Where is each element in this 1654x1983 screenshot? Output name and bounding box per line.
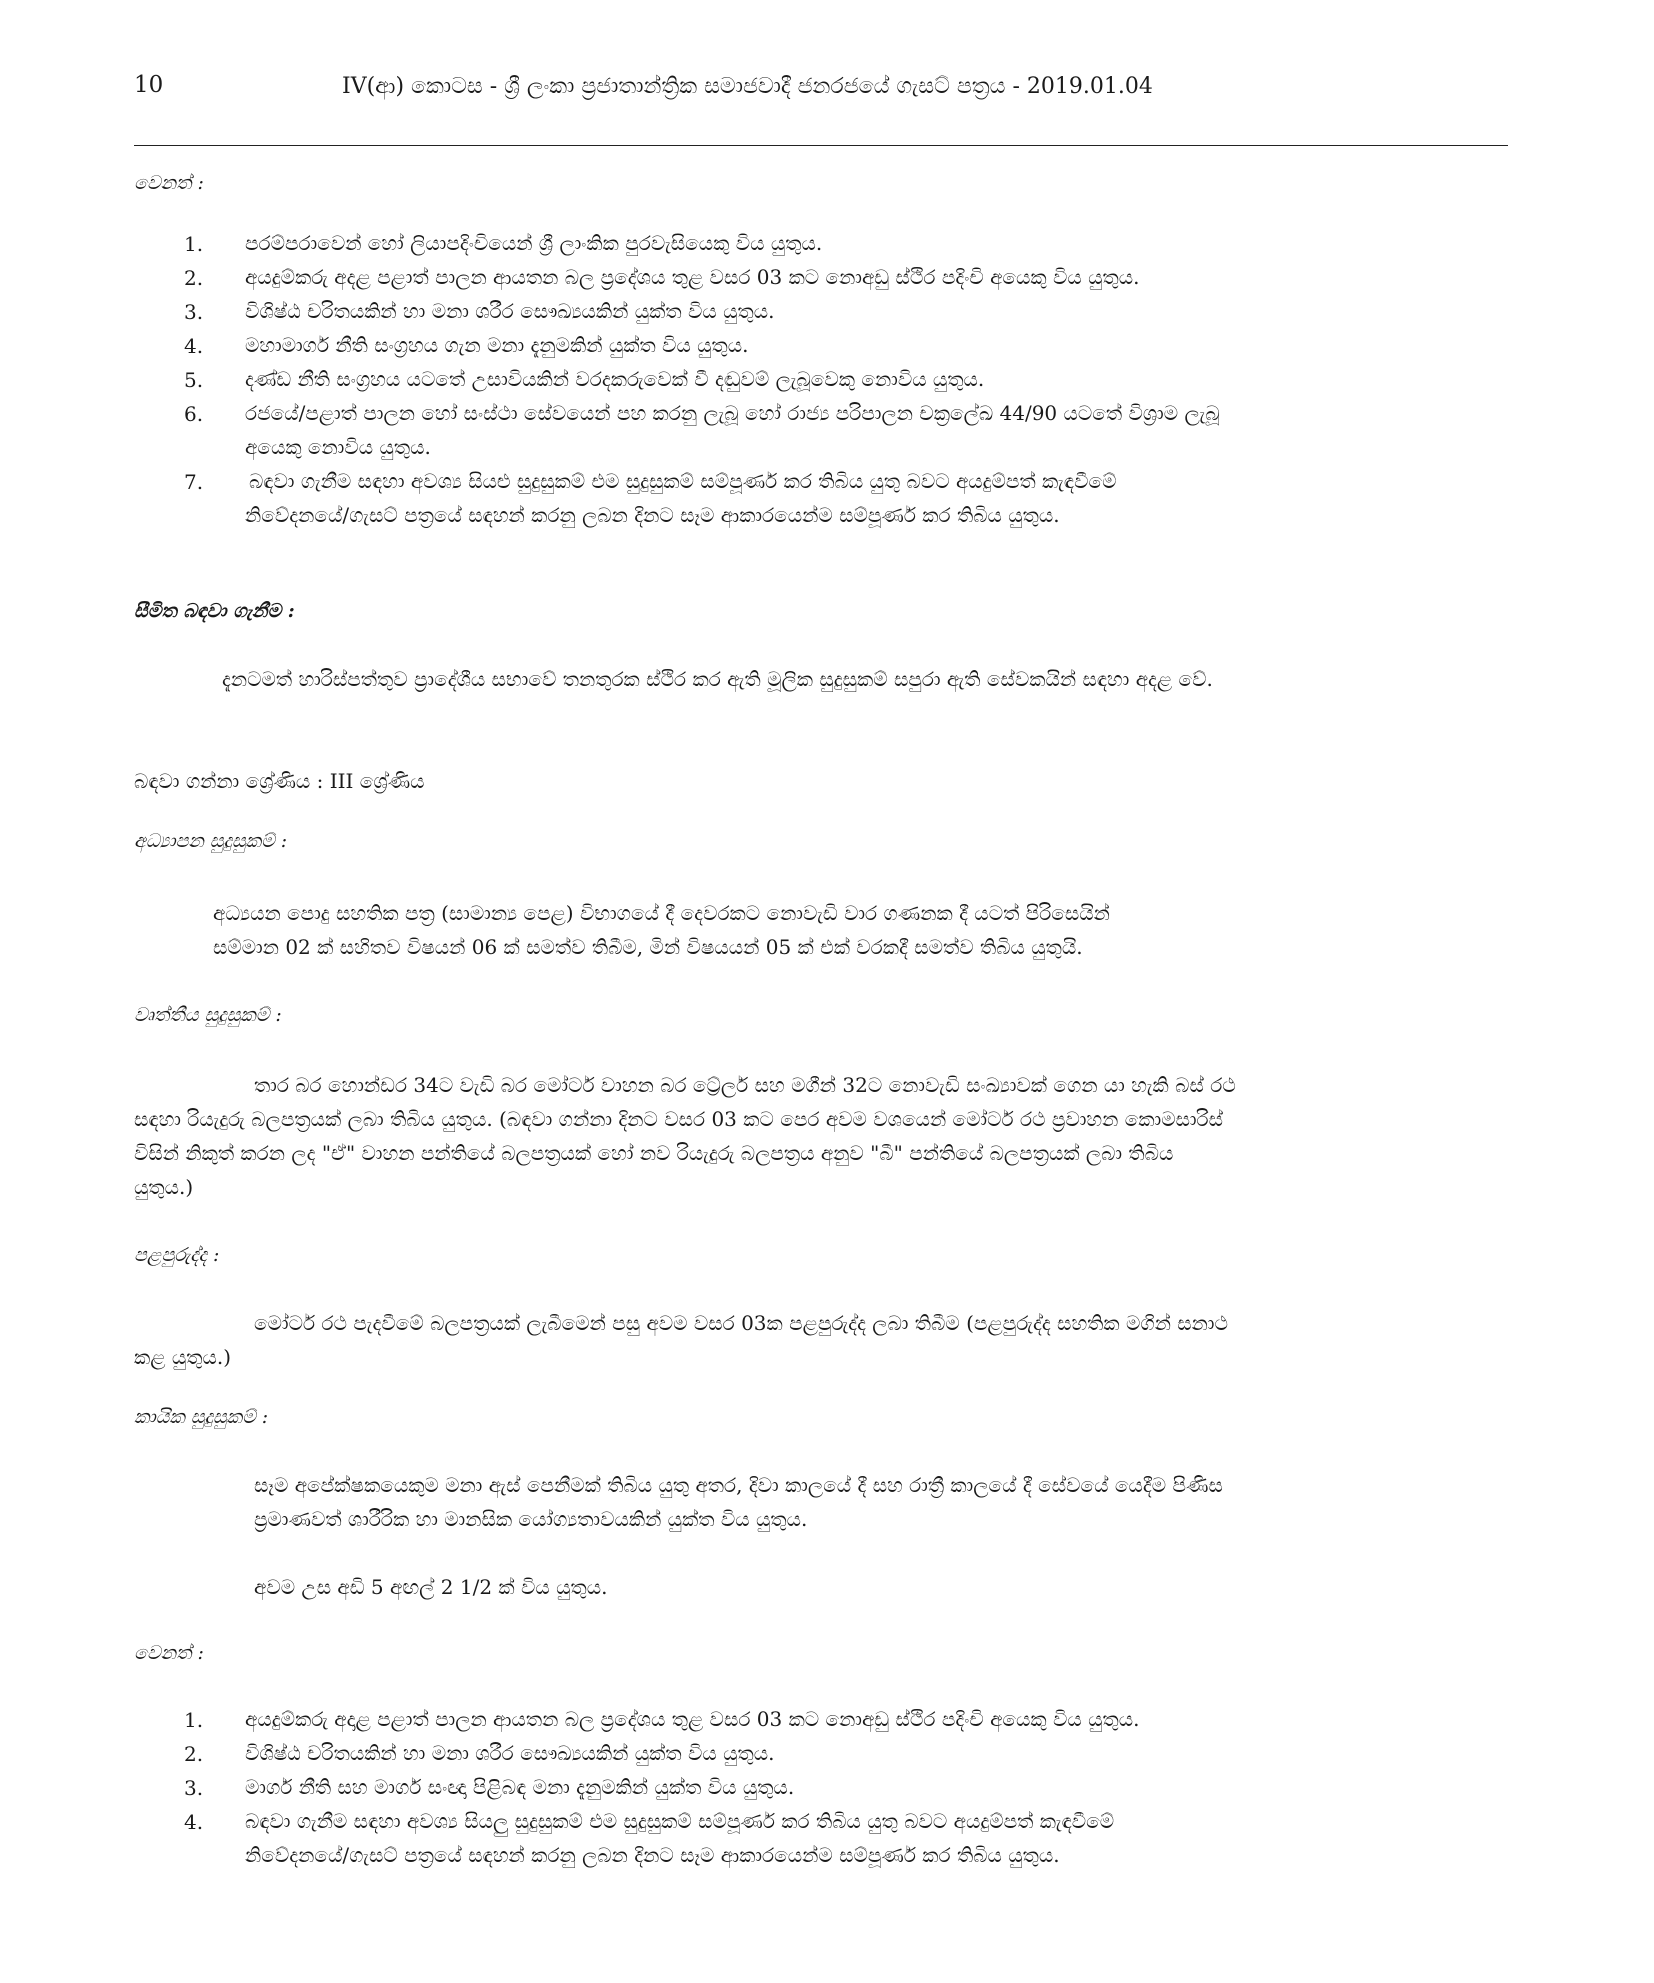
professional-text: සඳහා රියැදුරු බලපත්‍රයක් ලබා තිබිය යුතුය. (බඳවා ගන්නා දිනට වසර 03 කට පෙර අවම වශයෙන් මෝටර් රථ ප්‍රවාහන කොමසාරිස් [134,1107,1224,1131]
page-title: IV(ආ) කොටස - ශ්‍රී ලංකා ප්‍රජාතාන්ත්‍රික සමාජවාදී ජනරජයේ ගැසට් පත්‍රය - 2019.01.04 [342,74,1153,99]
experience-heading: පළපුරුද්ද : [134,1244,220,1266]
education-text: සම්මාන 02 ක් සහිතව විෂයන් 06 ක් සමත්ව තිබීම, මින් විෂයයන් 05 ක් එක් වරකදී සමත්ව තිබිය යුතුයි. [213,935,1083,959]
height-requirement: අවම උස අඩි 5 අඟල් 2 1/2 ක් විය යුතුය. [254,1575,608,1599]
list-item-text: බඳවා ගැනීම සඳහා අවශ්‍ය සියළු සුදුසුකම් එම සුදුසුකම් සම්පූර්ණ කර තිබිය යුතු බවට අයදුම්පත් කැඳවීමේ [249,469,1117,493]
education-text: අධ්‍යයන පොදු සහතික පත්‍ර (සාමාන්‍ය පෙළ) විභාගයේ දී දෙවරකට නොවැඩි වාර ගණනක දී යටත් පිරිසෙයින් [213,901,1110,925]
list-item-text: දණ්ඩ නීති සංග්‍රහය යටතේ උසාවියකින් වරදකරුවෙක් වී දඬුවම් ලැබූවෙකු නොවිය යුතුය. [245,367,985,391]
list-item-number: 2. [184,1742,204,1766]
header-divider [134,145,1508,146]
limited-recruitment-text: දැනටමත් හාරිස්පත්තුව ප්‍රාදේශීය සභාවේ තනතුරක ස්ථිර කර ඇති මූලික සුදුසුකම් සපුරා ඇති සේවකයින් සඳහා අදළ වේ. [222,667,1213,691]
list-item-number: 5. [184,368,204,392]
list-item-text: පරම්පරාවෙන් හෝ ලියාපදිංචියෙන් ශ්‍රී ලාංකික පුරවැසියෙකු විය යුතුය. [245,231,823,255]
other-heading-1: වෙනත් : [134,172,204,194]
list-item-text: නිවේදනයේ/ගැසට් පත්‍රයේ සඳහන් කරනු ලබන දිනට සෑම ආකාරයෙන්ම සම්පූර්ණ කර තිබිය යුතුය. [245,503,1060,527]
list-item-text: අයදුම්කරු අදළ පළාත් පාලන ආයතන බල ප්‍රදේශය තුළ වසර 03 කට නොඅඩු ස්ථිර පදිංචි අයෙකු විය යුතුය. [245,265,1140,289]
list-item-text: නිවේදනයේ/ගැසට් පත්‍රයේ සඳහන් කරනු ලබන දිනට සෑම ආකාරයෙන්ම සම්පූර්ණ කර තිබිය යුතුය. [245,1843,1060,1867]
list-item-text: මාර්ග නීති සහ මාර්ග සංඥා පිළිබඳ මනා දැනුමකින් යුක්ත විය යුතුය. [245,1775,795,1799]
list-item-number: 4. [184,334,204,358]
list-item-text: අයදුම්කරු අදාළ පළාත් පාලන ආයතන බල ප්‍රදේශය තුළ වසර 03 කට නොඅඩු ස්ථිර පදිංචි අයෙකු විය යුතුය. [245,1707,1140,1731]
education-heading: අධ්‍යාපන සුදුසුකම් : [134,830,288,852]
list-item-text: බඳවා ගැනීම සඳහා අවශ්‍ය සියලු සුදුසුකම් එම සුදුසුකම් සම්පූර්ණ කර තිබිය යුතු බවට අයදුම්පත් කැඳවීමේ [245,1809,1115,1833]
list-item-number: 1. [184,232,204,256]
professional-text: විසින් නිකුත් කරන ලද "ඒ" වාහන පන්තියේ බලපත්‍රයක් හෝ නව රියැදුරු බලපත්‍රය අනුව "බී" පන්තියේ බලපත්‍රයක් ලබා තිබිය [134,1141,1174,1165]
professional-text: යුතුය.) [134,1175,194,1199]
physical-heading: කායික සුදුසුකම් : [134,1406,269,1428]
limited-recruitment-heading: සීමිත බඳවා ගැනීම : [134,600,295,622]
page-number: 10 [134,72,164,98]
list-item-text: රජයේ/පළාත් පාලන හෝ සංස්ථා සේවයෙන් පහ කරනු ලැබූ හෝ රාජ්‍ය පරිපාලන චක්‍රලේඛ 44/90 යටතේ විශ්‍රාම ලැබූ [245,401,1220,425]
list-item-number: 2. [184,266,204,290]
experience-text: මෝටර් රථ පැදවීමේ බලපත්‍රයක් ලැබීමෙන් පසු අවම වසර 03ක පළපුරුද්ද ලබා තිබීම (පළපුරුද්ද සහතික මගින් සනාථ [254,1311,1229,1335]
experience-text: කළ යුතුය.) [134,1345,232,1369]
other-heading-2: වෙනත් : [134,1642,204,1664]
grade-text: බඳවා ගන්නා ශ්‍රේණිය : III ශ්‍රේණිය [134,769,425,793]
list-item-number: 4. [184,1810,204,1834]
list-item-text: විශිෂ්ඨ චරිතයකින් හා මනා ශරීර සෞඛ්‍යයකින් යුක්ත විය යුතුය. [245,1741,775,1765]
list-item-number: 3. [184,300,204,324]
professional-heading: වෘත්තීය සුදුසුකම් : [134,1004,282,1026]
list-item-text: අයෙකු නොවිය යුතුය. [245,435,431,459]
list-item-number: 1. [184,1708,204,1732]
list-item-number: 3. [184,1776,204,1800]
physical-text: සෑම අපේක්ෂකයෙකුම මනා ඇස් පෙනීමක් තිබිය යුතු අතර, දිවා කාලයේ දී සහ රාත්‍රී කාලයේ දී සේවයේ යෙදීම පිණිස [254,1473,1223,1497]
list-item-number: 6. [184,402,204,426]
list-item-number: 7. [184,470,204,494]
physical-text: ප්‍රමාණවත් ශාරීරික හා මානසික යෝග්‍යතාවයකින් යුක්ත විය යුතුය. [254,1507,808,1531]
list-item-text: මහාමාර්ග නීති සංග්‍රහය ගැන මනා දැනුමකින් යුක්ත විය යුතුය. [245,333,749,357]
professional-text: තාර බර හොන්ඩර 34ට වැඩි බර මෝටර් වාහන බර ට්‍රේලර් සහ මගීන් 32ට නොවැඩි සංඛ්‍යාවක් ගෙන යා හැකි බස් රථ [254,1073,1236,1097]
list-item-text: විශිෂ්ඨ චරිතයකින් හා මනා ශරීර සෞඛ්‍යයකින් යුක්ත විය යුතුය. [245,299,775,323]
